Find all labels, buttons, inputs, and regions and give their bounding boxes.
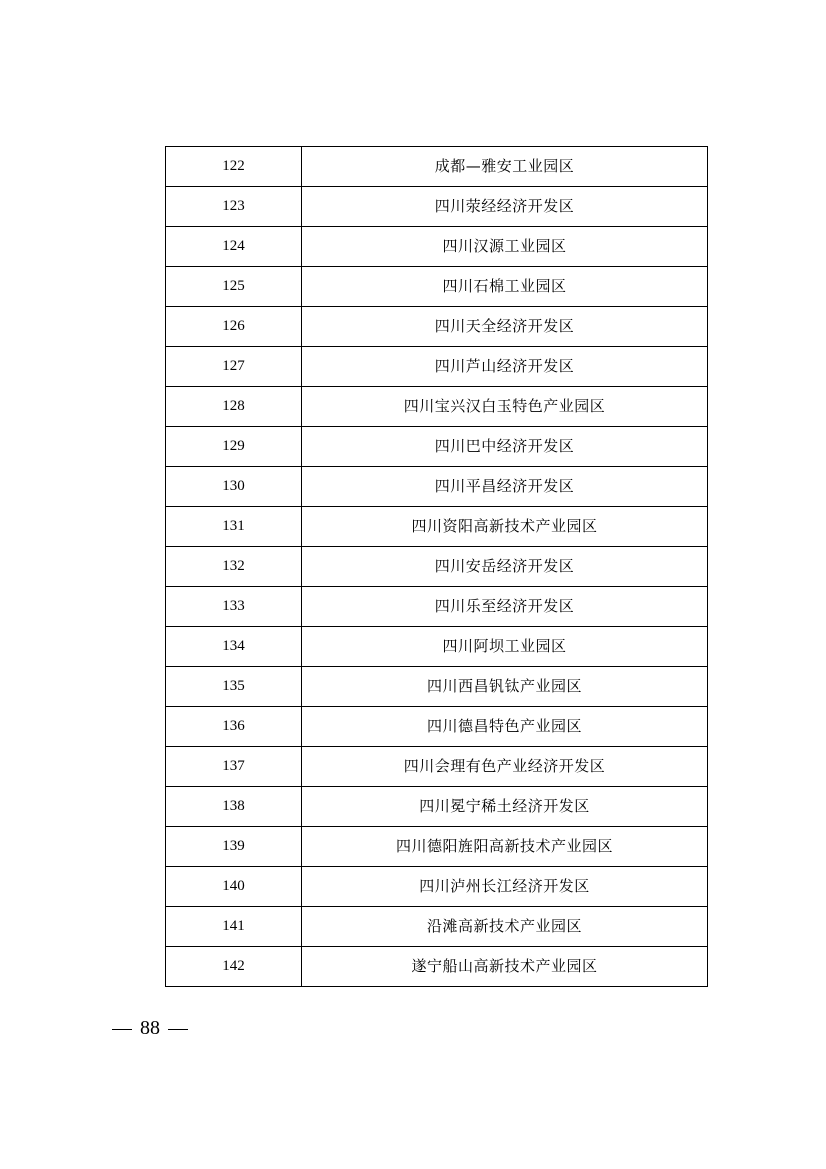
table-row bbox=[166, 467, 708, 507]
park-name: 四川石棉工业园区 bbox=[302, 267, 708, 307]
park-name: 四川安岳经济开发区 bbox=[302, 547, 708, 587]
left-dash bbox=[112, 1029, 132, 1030]
row-number: 134 bbox=[166, 627, 302, 667]
row-number: 139 bbox=[166, 827, 302, 867]
table-row bbox=[166, 427, 708, 467]
table-row bbox=[166, 667, 708, 707]
table-row bbox=[166, 267, 708, 307]
table-row bbox=[166, 707, 708, 747]
table-row bbox=[166, 867, 708, 907]
table-row bbox=[166, 947, 708, 987]
table-row bbox=[166, 787, 708, 827]
row-number: 132 bbox=[166, 547, 302, 587]
park-name: 四川天全经济开发区 bbox=[302, 307, 708, 347]
table-row bbox=[166, 187, 708, 227]
park-name: 四川泸州长江经济开发区 bbox=[302, 867, 708, 907]
park-name: 四川芦山经济开发区 bbox=[302, 347, 708, 387]
park-name: 四川德阳旌阳高新技术产业园区 bbox=[302, 827, 708, 867]
row-number: 127 bbox=[166, 347, 302, 387]
row-number: 129 bbox=[166, 427, 302, 467]
row-number: 141 bbox=[166, 907, 302, 947]
park-name: 四川乐至经济开发区 bbox=[302, 587, 708, 627]
table-row bbox=[166, 507, 708, 547]
row-number: 125 bbox=[166, 267, 302, 307]
page-footer bbox=[112, 1017, 188, 1040]
park-name: 四川巴中经济开发区 bbox=[302, 427, 708, 467]
table-row bbox=[166, 627, 708, 667]
park-name: 四川阿坝工业园区 bbox=[302, 627, 708, 667]
park-name: 四川会理有色产业经济开发区 bbox=[302, 747, 708, 787]
table-row bbox=[166, 347, 708, 387]
table-row bbox=[166, 907, 708, 947]
page-number: 88 bbox=[140, 1017, 160, 1039]
park-list-table bbox=[165, 146, 707, 987]
table-row bbox=[166, 307, 708, 347]
park-name: 四川宝兴汉白玉特色产业园区 bbox=[302, 387, 708, 427]
row-number: 123 bbox=[166, 187, 302, 227]
row-number: 128 bbox=[166, 387, 302, 427]
table-row bbox=[166, 827, 708, 867]
row-number: 135 bbox=[166, 667, 302, 707]
row-number: 124 bbox=[166, 227, 302, 267]
park-name: 四川资阳高新技术产业园区 bbox=[302, 507, 708, 547]
park-name: 四川汉源工业园区 bbox=[302, 227, 708, 267]
park-name: 四川西昌钒钛产业园区 bbox=[302, 667, 708, 707]
table-row bbox=[166, 147, 708, 187]
park-name: 四川德昌特色产业园区 bbox=[302, 707, 708, 747]
row-number: 140 bbox=[166, 867, 302, 907]
right-dash bbox=[168, 1029, 188, 1030]
park-name: 四川平昌经济开发区 bbox=[302, 467, 708, 507]
row-number: 131 bbox=[166, 507, 302, 547]
park-name: 成都—雅安工业园区 bbox=[302, 147, 708, 187]
park-name: 四川荥经经济开发区 bbox=[302, 187, 708, 227]
row-number: 142 bbox=[166, 947, 302, 987]
row-number: 126 bbox=[166, 307, 302, 347]
row-number: 138 bbox=[166, 787, 302, 827]
park-name: 遂宁船山高新技术产业园区 bbox=[302, 947, 708, 987]
row-number: 137 bbox=[166, 747, 302, 787]
table-row bbox=[166, 587, 708, 627]
row-number: 122 bbox=[166, 147, 302, 187]
row-number: 133 bbox=[166, 587, 302, 627]
park-name: 四川冕宁稀土经济开发区 bbox=[302, 787, 708, 827]
row-number: 130 bbox=[166, 467, 302, 507]
row-number: 136 bbox=[166, 707, 302, 747]
table-row bbox=[166, 387, 708, 427]
table-body bbox=[166, 147, 708, 987]
table-row bbox=[166, 227, 708, 267]
table-row bbox=[166, 547, 708, 587]
table-row bbox=[166, 747, 708, 787]
park-name: 沿滩高新技术产业园区 bbox=[302, 907, 708, 947]
